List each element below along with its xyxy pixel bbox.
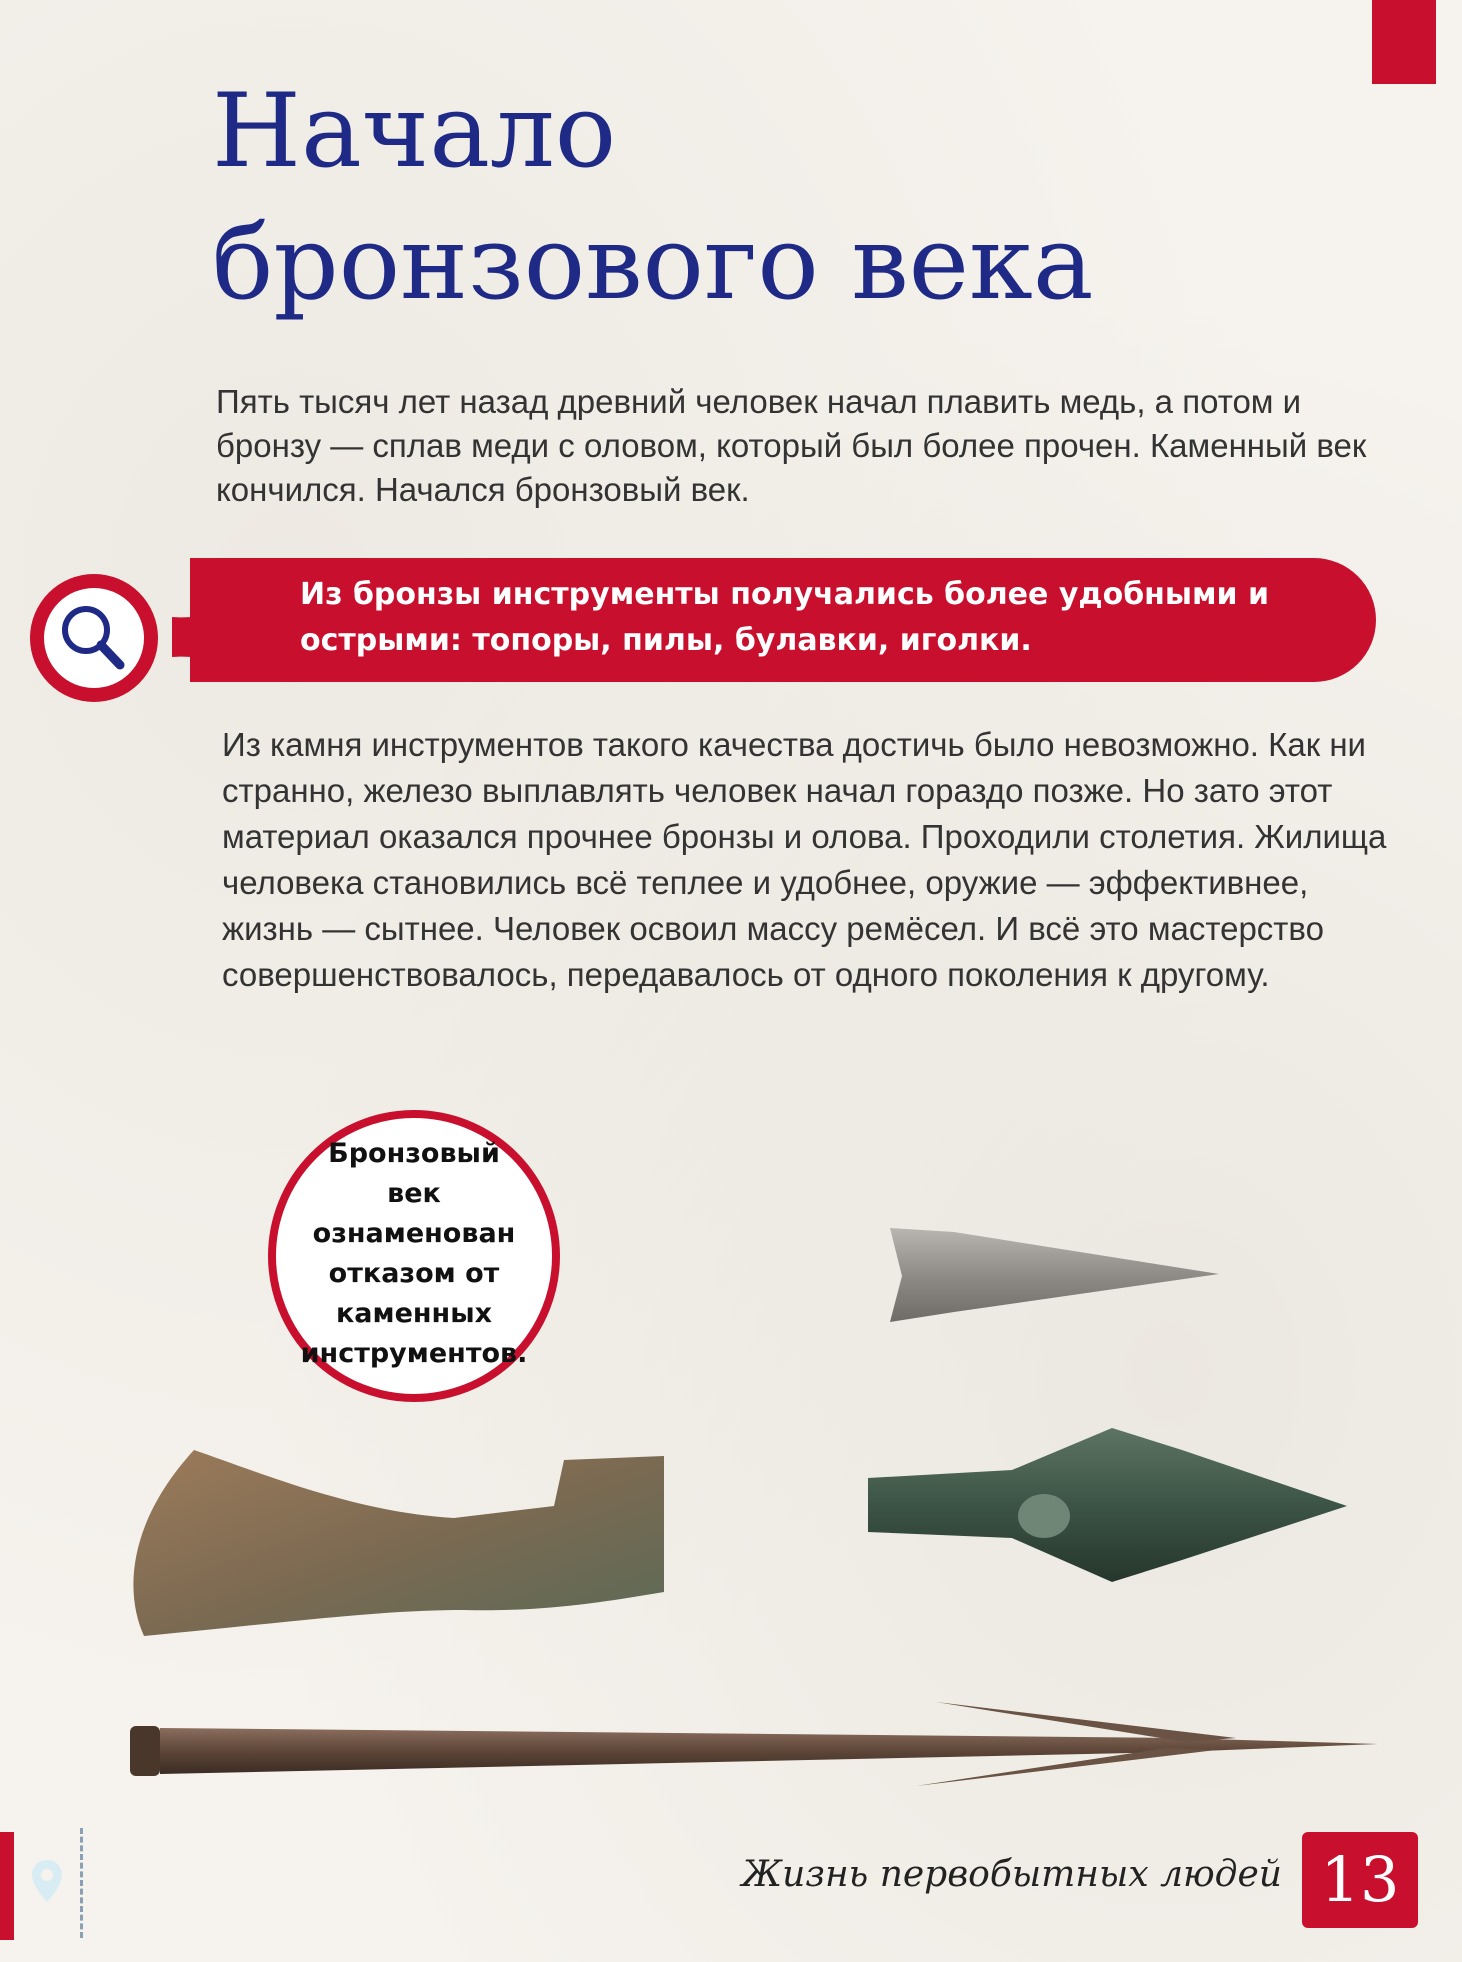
book-title: Жизнь первобытных людей — [741, 1854, 1282, 1895]
left-edge-tab — [0, 1832, 14, 1940]
magnifier-icon — [22, 573, 232, 703]
callout-text: Из бронзы инструменты получались более удобными и острыми: топоры, пилы, булавки, иголки. — [300, 577, 1270, 658]
intro-paragraph: Пять тысяч лет назад древний человек начал плавить медь, а потом и бронзу — сплав меди с оловом, который был более прочен. Каменный век кончился. Начался бронзовый век. — [216, 383, 1367, 508]
body-paragraph: Из камня инструментов такого качества достичь было невозможно. Как ни странно, железо выплавлять человек начал гораздо позже. Но зато этот материал оказался прочнее бронзы и олова. Проходили столетия. Жилища человека становились всё теплее и удобнее, оружие — эффективнее, жизнь — сытнее. Человек освоил массу ремёсел. И всё это мастерство совершенствовалось, передавалось от одного поколения к другому. — [222, 726, 1387, 993]
bronze-axe-head-photo — [124, 1442, 672, 1638]
bronze-spearhead-photo — [862, 1420, 1352, 1590]
dashed-divider — [80, 1828, 83, 1938]
bronze-arrowhead-photo — [884, 1222, 1224, 1332]
page-title: Начало бронзового века — [212, 72, 1094, 323]
page-number: 13 — [1302, 1832, 1418, 1928]
corner-tab — [1372, 0, 1436, 84]
fact-badge-text: Бронзовый век ознаменован отказом от каменных инструментов. — [300, 1138, 528, 1369]
location-pin-icon — [30, 1858, 64, 1904]
bronze-harpoon-photo — [126, 1696, 1382, 1792]
